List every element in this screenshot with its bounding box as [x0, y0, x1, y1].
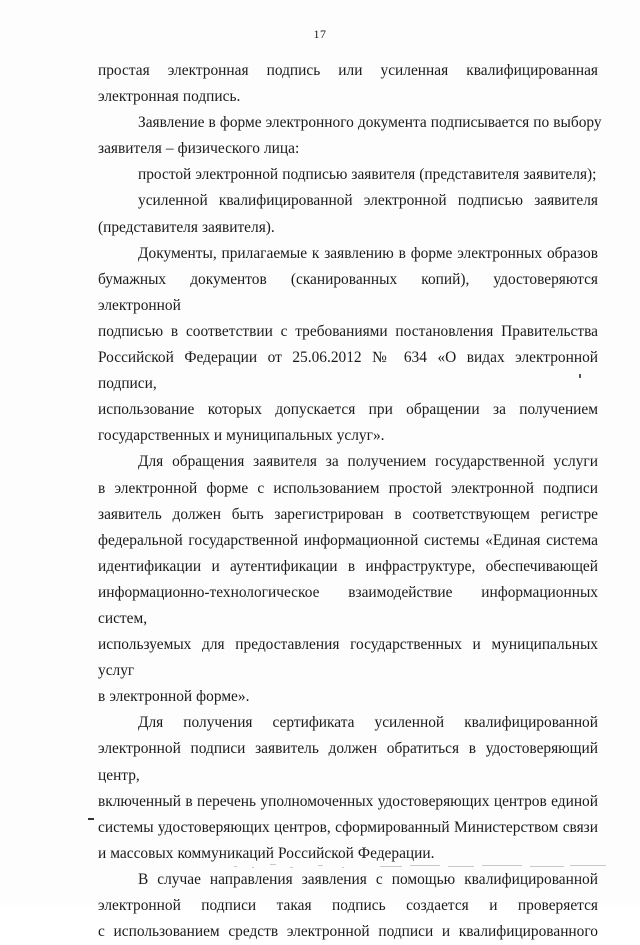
paragraph-start-line: простой электронной подписью заявителя (представителя заявителя);: [138, 166, 597, 184]
text-line: бумажных документов (сканированных копий), удостоверяются электронной: [98, 270, 598, 314]
text-line: подписью в соответствии с требованиями постановления Правительства: [98, 322, 598, 340]
text-line: заявителя – физического лица:: [98, 140, 300, 158]
text-line: электронной подписи такая подпись создается и проверяется: [98, 897, 598, 914]
paragraph-start-line: Для обращения заявителя за получением государственной услуги: [138, 453, 598, 471]
paragraph-start-line: Для получения сертификата усиленной квалифицированной: [138, 714, 598, 732]
text-line: идентификации и аутентификации в инфраструктуре, обеспечивающей: [98, 557, 598, 575]
text-line: заявитель должен быть зарегистрирован в соответствующем регистре: [98, 505, 598, 523]
text-line: (представителя заявителя).: [98, 218, 275, 236]
scan-bleed-through-noise: [230, 858, 610, 872]
text-line: Российской Федерации от 25.06.2012 № 634 «О видах электронной подписи,: [98, 349, 598, 393]
text-line: государственных и муниципальных услуг».: [98, 427, 385, 445]
text-line: электронная подпись.: [98, 88, 241, 106]
text-line: информационно-технологическое взаимодействие информационных систем,: [98, 583, 598, 627]
text-line: использование которых допускается при обращении за получением: [98, 401, 598, 419]
text-line: простая электронная подпись или усиленная квалифицированная: [98, 62, 598, 79]
paragraph-start-line: Документы, прилагаемые к заявлению в форме электронных образов: [138, 244, 598, 262]
text-line: в электронной форме с использованием простой электронной подписи: [98, 479, 598, 497]
text-line: и массовых коммуникаций Российской Федерации.: [98, 844, 435, 862]
text-line: федеральной государственной информационной системы «Единая система: [98, 531, 598, 549]
text-line: электронной подписи заявитель должен обратиться в удостоверяющий центр,: [98, 740, 598, 784]
text-line: в электронной форме».: [98, 688, 250, 706]
scan-artifact-mark: [579, 374, 581, 378]
text-line: включенный в перечень уполномоченных удостоверяющих центров единой: [98, 792, 598, 810]
text-line: системы удостоверяющих центров, сформированный Министерством связи: [98, 818, 598, 836]
text-line: с использованием средств электронной подписи и квалифицированного: [98, 923, 598, 941]
document-body: [98, 58, 602, 945]
scan-artifact-tick: [88, 818, 94, 820]
page-number: 17: [313, 27, 327, 41]
paragraph-start-line: Заявление в форме электронного документа подписывается по выбору: [138, 114, 602, 132]
paragraph-start-line: В случае направления заявления с помощью квалифицированной: [138, 870, 598, 888]
paragraph-start-line: усиленной квалифицированной электронной подписью заявителя: [138, 192, 598, 210]
text-line: используемых для предоставления государственных и муниципальных услуг: [98, 636, 598, 680]
